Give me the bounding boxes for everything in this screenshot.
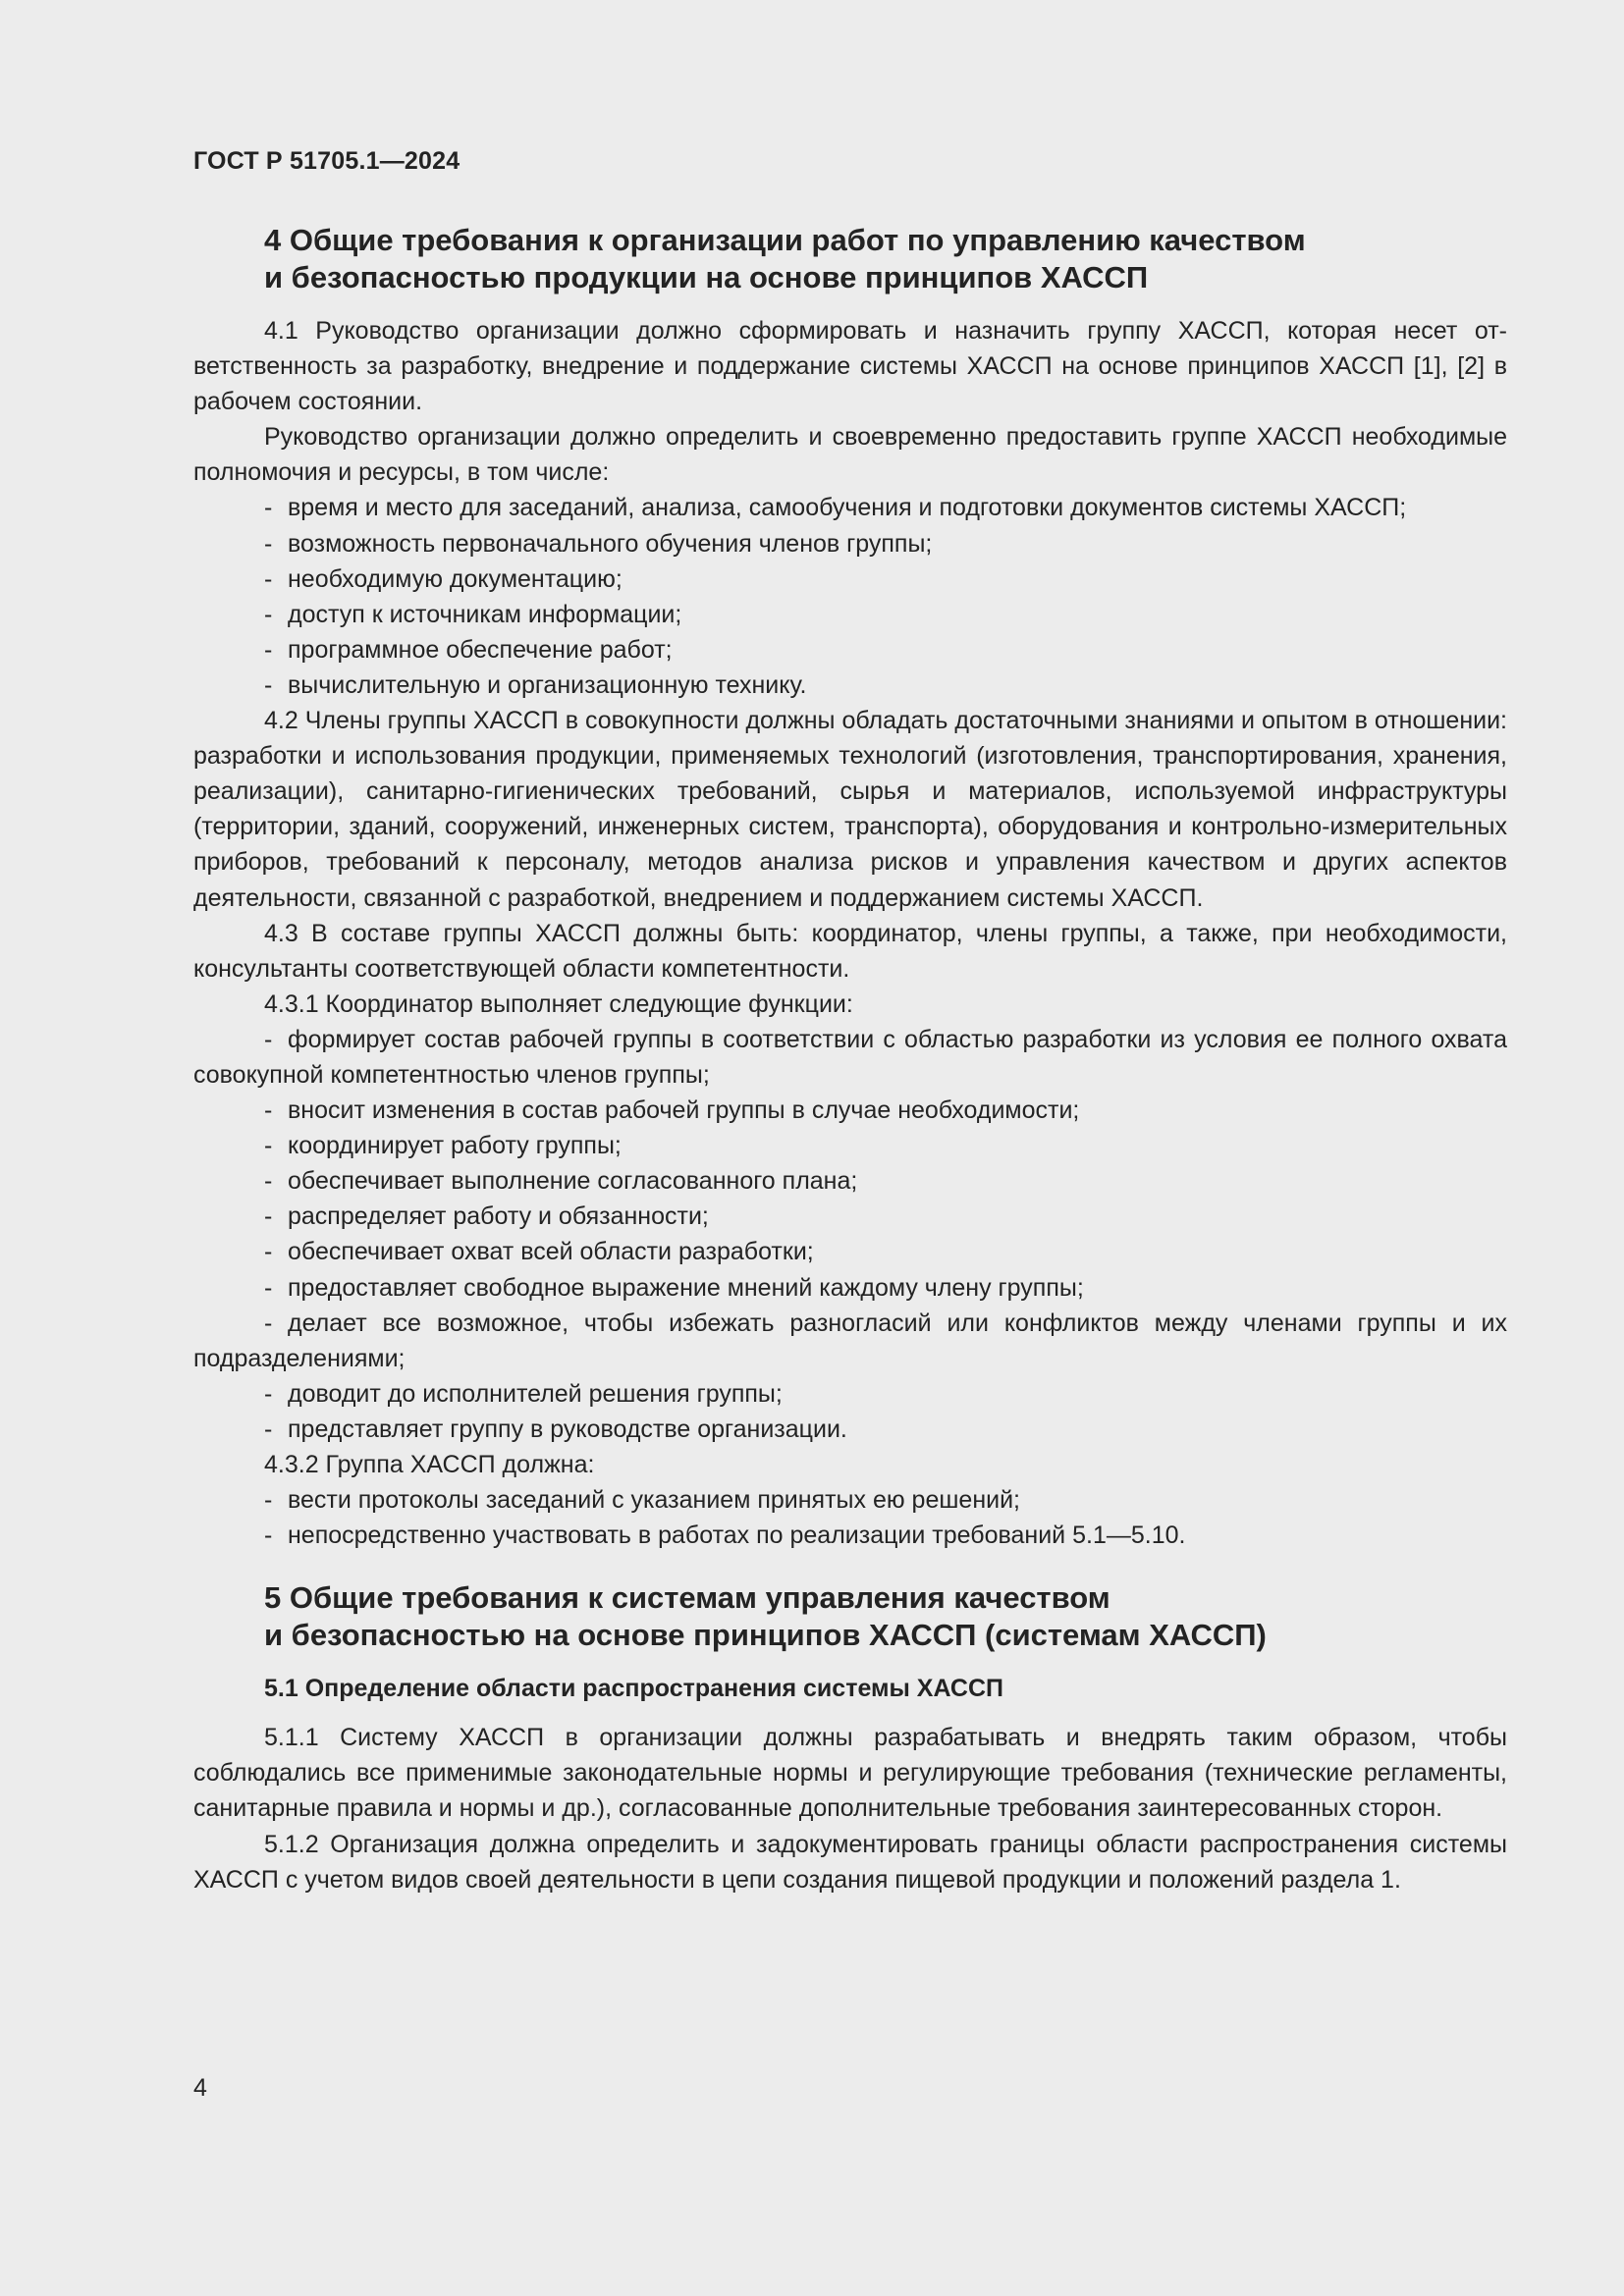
list-item: - предоставляет свободное выражение мнений каждому члену группы; bbox=[264, 1273, 1084, 1302]
list-item: - обеспечивает выполнение согласованного плана; bbox=[264, 1167, 858, 1196]
list-item: - вести протоколы заседаний с указанием принятых ею решений; bbox=[264, 1486, 1020, 1515]
list-item: - представляет группу в руководстве организации. bbox=[264, 1415, 847, 1443]
paragraph-4-3-2: 4.3.2 Группа ХАССП должна: bbox=[264, 1451, 595, 1478]
list-item: - возможность первоначального обучения членов группы; bbox=[264, 529, 933, 558]
resources-list bbox=[193, 490, 1507, 703]
document-code: ГОСТ Р 51705.1—2024 bbox=[193, 147, 460, 175]
group-duties-list bbox=[193, 1482, 1507, 1553]
coordinator-functions-list bbox=[193, 1022, 1507, 1447]
list-item: - вычислительную и организационную технику. bbox=[264, 670, 807, 699]
list-item: - формирует состав рабочей группы в соответствии с областью разработки из условия ее полного охвата совокупной компетентностью членов группы; bbox=[193, 1025, 1507, 1089]
document-body bbox=[193, 222, 1507, 1897]
list-item: - программное обеспечение работ; bbox=[264, 635, 673, 664]
list-item: - время и место для заседаний, анализа, самообучения и подготовки документов системы ХАССП; bbox=[264, 494, 1407, 522]
section-4-heading bbox=[193, 222, 1507, 296]
list-item: - делает все возможное, чтобы избежать разногласий или конфликтов между членами группы и их подразделениями; bbox=[193, 1308, 1507, 1372]
paragraph-4-3: 4.3 В составе группы ХАССП должны быть: координатор, члены группы, а также, при необходимости, консультанты соответствующей области компетентности. bbox=[193, 919, 1507, 983]
paragraph-4-3-1: 4.3.1 Координатор выполняет следующие функции: bbox=[264, 989, 853, 1018]
list-item: - доступ к источникам информации; bbox=[264, 600, 682, 628]
paragraph-4-1-resources: Руководство организации должно определить и своевременно предоставить группе ХАССП необходимые полномочия и ресурсы, в том числе: bbox=[193, 423, 1507, 487]
section-4-title-line-1: 4 Общие требования к организации работ по управлению качеством bbox=[264, 223, 1306, 257]
paragraph-4-2: 4.2 Члены группы ХАССП в совокупности должны обладать достаточными знаниями и опытом в отношении: разработки и использования продукции, применяемых технологий (изготовления, транспортирования, хранения, реализации), санитарно-гигиенических требований, сырья и материалов, используемой инфраструктуры (территории, зданий, сооружений, инженерных систем, транспорта), оборудования и контрольно-измерительных приборов, требований к персоналу, методов анализа рисков и управления качеством и других аспектов деятельности, связанной с разработкой, внедрением и поддержанием системы ХАССП. bbox=[193, 707, 1507, 912]
paragraph-5-1-2: 5.1.2 Организация должна определить и задокументировать границы области распространения системы ХАССП с учетом видов своей деятельности в цепи создания пищевой продукции и положений раздела 1. bbox=[193, 1830, 1507, 1894]
list-item: - координирует работу группы; bbox=[264, 1132, 622, 1160]
section-5-title-line-1: 5 Общие требования к системам управления качеством bbox=[264, 1580, 1110, 1616]
list-item: - вносит изменения в состав рабочей группы в случае необходимости; bbox=[264, 1096, 1080, 1125]
list-item: - необходимую документацию; bbox=[264, 564, 623, 593]
list-item: - обеспечивает охват всей области разработки; bbox=[264, 1238, 814, 1266]
list-item: - доводит до исполнителей решения группы; bbox=[264, 1379, 783, 1408]
section-4-title-line-2: и безопасностью продукции на основе принципов ХАССП bbox=[264, 260, 1149, 294]
section-5-heading bbox=[193, 1579, 1507, 1654]
subsection-5-1-title: 5.1 Определение области распространения системы ХАССП bbox=[264, 1675, 1003, 1703]
paragraph-5-1-1: 5.1.1 Систему ХАССП в организации должны разрабатывать и внедрять таким образом, чтобы соблюдались все применимые законодательные нормы и регулирующие требования (технические регламенты, санитарные правила и нормы и др.), согласованные дополнительные требования заинтересованных сторон. bbox=[193, 1724, 1507, 1823]
paragraph-4-1: 4.1 Руководство организации должно сформировать и назначить группу ХАССП, которая несет ответственность за разработку, внедрение и поддержание системы ХАССП на основе принципов ХАССП [1], [2] в рабочем состоянии. bbox=[193, 317, 1507, 416]
section-5-title-line-2: и безопасностью на основе принципов ХАССП (системам ХАССП) bbox=[264, 1618, 1267, 1653]
list-item: - распределяет работу и обязанности; bbox=[264, 1202, 709, 1231]
page-number: 4 bbox=[193, 2074, 207, 2102]
list-item: - непосредственно участвовать в работах по реализации требований 5.1—5.10. bbox=[264, 1522, 1186, 1550]
